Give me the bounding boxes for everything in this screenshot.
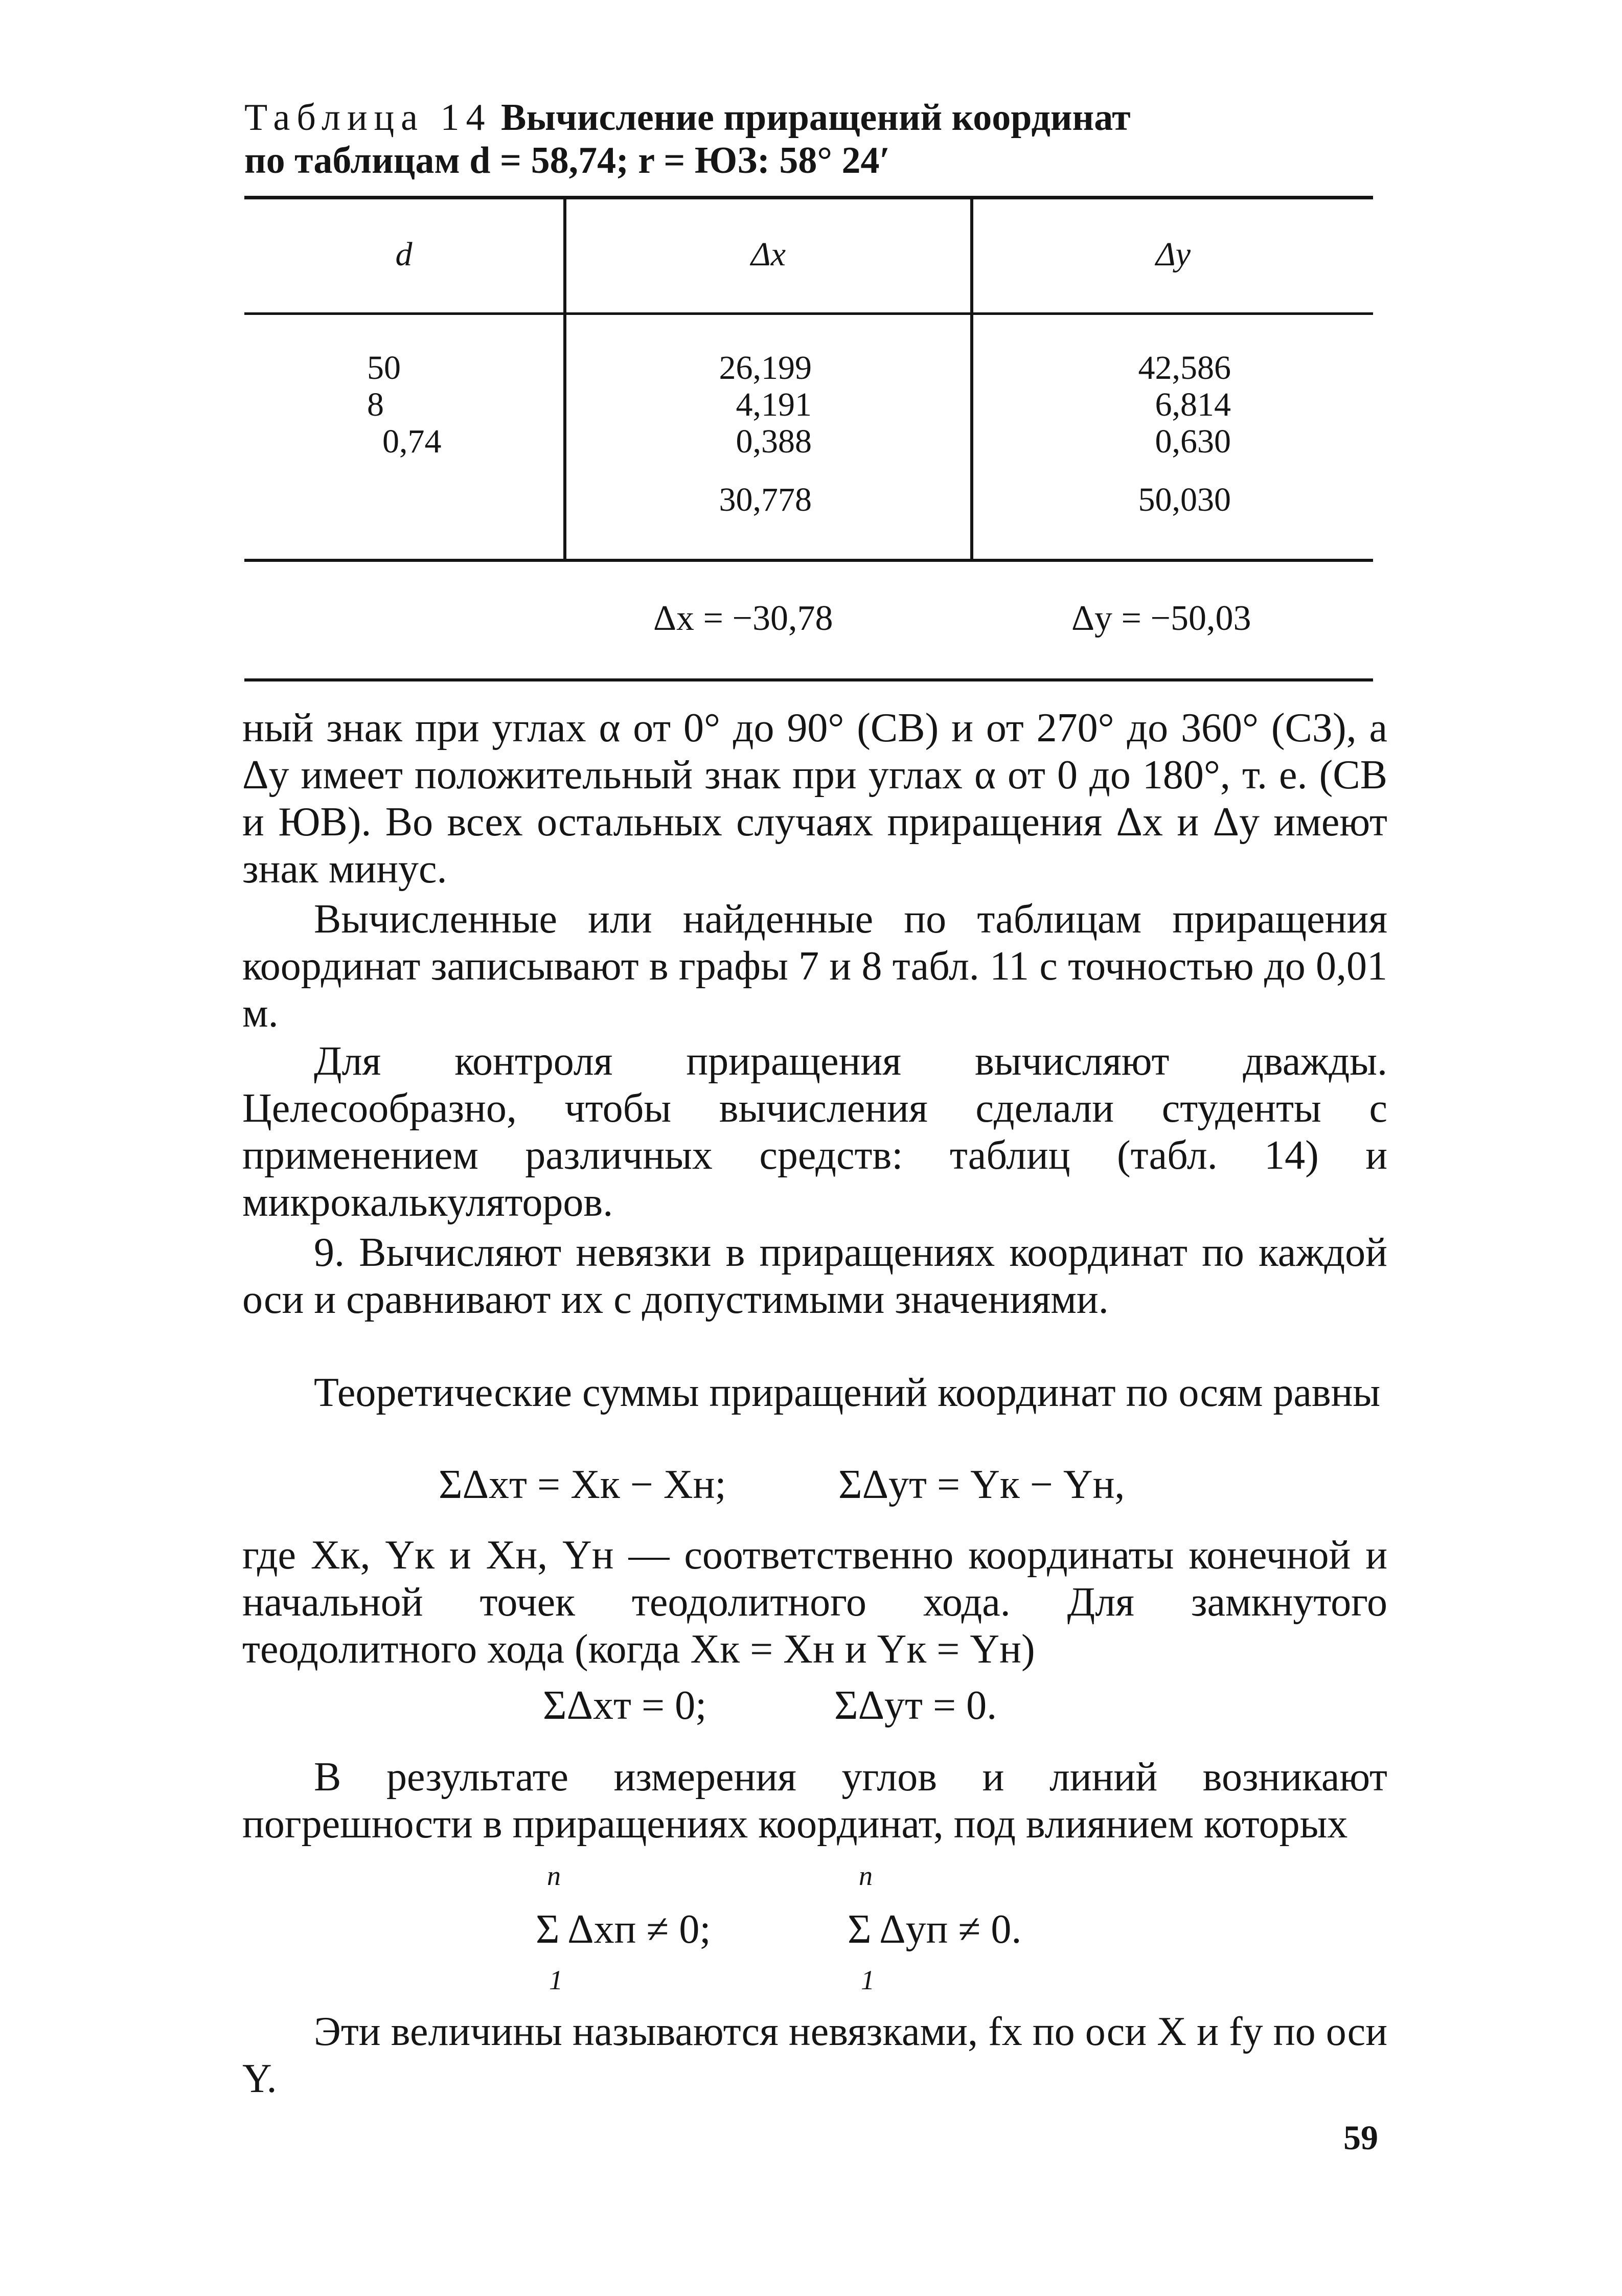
formula-theoretical-dx: ΣΔxт = Xк − Xн; (439, 1462, 726, 1507)
table-label: Таблица 14 (244, 97, 492, 139)
table-bottom-rule (244, 678, 1373, 681)
paragraph-8: Эти величины называются невязками, fx по оси X и fy по оси Y. (242, 2009, 1388, 2101)
paragraph-7: В результате измерения углов и линий возникают погрешности в приращениях координат, под влиянием которых (242, 1755, 1387, 1847)
sum-lower-limit-right: 1 (861, 1965, 875, 1995)
paragraph-4-block (242, 1229, 1387, 1323)
increments-table (244, 196, 1373, 687)
formula-misclosure-dx: Σ Δxп ≠ 0; (536, 1907, 711, 1952)
sum-dy: 50,030 (1138, 481, 1231, 518)
cell-d-row3: 0,74 (382, 423, 442, 460)
page-number: 59 (1343, 2118, 1378, 2157)
table-title-line2: по таблицам d = 58,74; r = ЮЗ: 58° 24′ (244, 140, 890, 181)
paragraph-4: 9. Вычисляют невязки в приращениях координат по каждой оси и сравнивают их с допустимыми значениями. (242, 1230, 1387, 1322)
cell-dx-row1: 26,199 (719, 349, 812, 387)
paragraph-3-block (242, 1038, 1387, 1226)
paragraph-3: Для контроля приращения вычисляют дважды. Целесообразно, чтобы вычисления сделали студенты с применением различных средств: таблиц (табл. 14) и микрокалькуляторов. (242, 1039, 1387, 1225)
paragraph-6-block (242, 1532, 1387, 1673)
paragraph-2: Вычисленные или найденные по таблицам приращения координат записывают в графы 7 и 8 табл. 11 с точностью до 0,01 м. (242, 897, 1387, 1036)
formula-misclosure-dy: Σ Δyп ≠ 0. (848, 1907, 1022, 1952)
header-dx: Δx (750, 236, 786, 273)
paragraph-1: ный знак при углах α от 0° до 90° (СВ) и от 270° до 360° (СЗ), а Δy имеет положительный знак при углах α от 0 до 180°, т. е. (СВ и ЮВ). Во всех остальных случаях приращения Δx и Δy имеют знак минус. (242, 706, 1387, 892)
formula-closed-dy: ΣΔyт = 0. (834, 1683, 997, 1728)
cell-dx-row3: 0,388 (736, 423, 812, 460)
paragraph-7-block (242, 1754, 1387, 1848)
paragraph-1-block (242, 704, 1387, 893)
sum-upper-limit-left: n (547, 1860, 561, 1891)
table-body-rule (244, 559, 1373, 562)
formula-closed-dx: ΣΔxт = 0; (543, 1683, 707, 1728)
table-header-rule (244, 312, 1373, 315)
sum-upper-limit-right: n (859, 1860, 873, 1891)
cell-dy-row2: 6,814 (1155, 386, 1231, 423)
paragraph-2-block (242, 896, 1387, 1037)
sum-dx: 30,778 (719, 481, 812, 518)
cell-dx-row2: 4,191 (736, 386, 812, 423)
formula-theoretical-dy: ΣΔyт = Yк − Yн, (838, 1462, 1125, 1507)
table-title-line1: Вычисление приращений координат (501, 97, 1131, 139)
cell-d-row1: 50 (367, 349, 401, 387)
header-d: d (395, 236, 413, 273)
header-dy: Δy (1155, 236, 1191, 273)
cell-dy-row3: 0,630 (1155, 423, 1231, 460)
table-caption (244, 96, 1420, 182)
paragraph-6: где Xк, Yк и Xн, Yн — соответственно координаты конечной и начальной точек теодолитного хода. Для замкнутого теодолитного хода (когда Xк = Xн и Yк = Yн) (242, 1533, 1387, 1672)
sum-lower-limit-left: 1 (549, 1965, 563, 1995)
cell-d-row2: 8 (367, 386, 384, 423)
paragraph-8-block (242, 2008, 1387, 2102)
paragraph-5: Теоретические суммы приращений координат по осям равны (314, 1370, 1381, 1415)
cell-dy-row1: 42,586 (1138, 349, 1231, 387)
paragraph-5-block (242, 1369, 1387, 1416)
result-dy: Δy = −50,03 (1071, 599, 1251, 638)
result-dx: Δx = −30,78 (653, 599, 833, 638)
table-top-rule (244, 196, 1373, 199)
